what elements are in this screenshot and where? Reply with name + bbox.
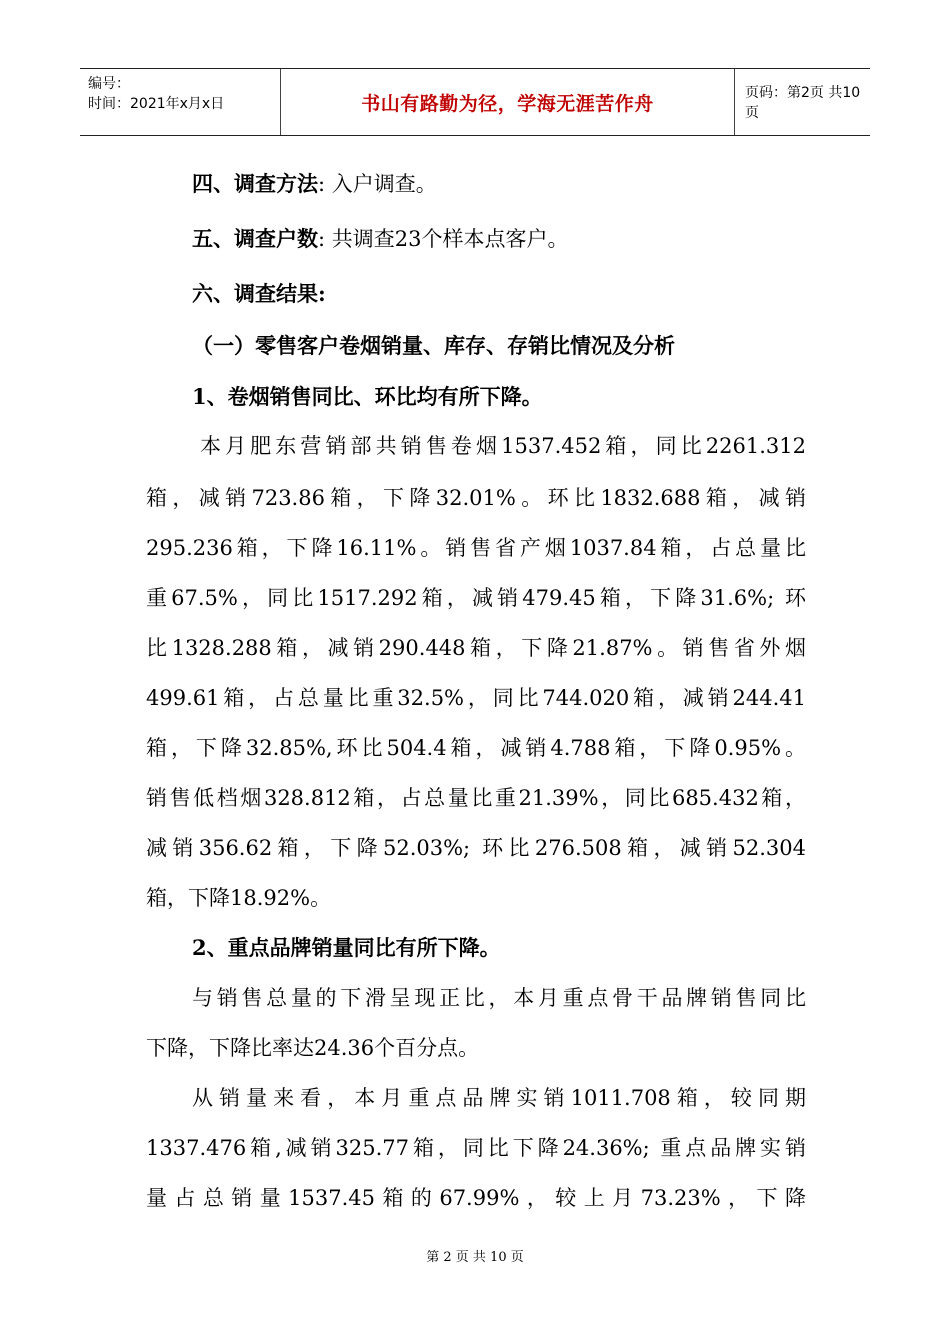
- paragraph-line: 比1328.288箱，减销290.448箱，下降21.87%。销售省外烟: [146, 636, 806, 660]
- header-page-cell: [735, 69, 870, 135]
- paragraph-line: 与销售总量的下滑呈现正比，本月重点骨干品牌销售同比: [192, 986, 806, 1010]
- paragraph-line: 重67.5%，同比1517.292箱，减销479.45箱，下降31.6%; 环: [146, 586, 806, 610]
- paragraph-line: 下降，下降比率达24.36个百分点。: [146, 1036, 480, 1060]
- document-number-label: 编号：: [88, 76, 130, 92]
- section-heading: 四、调查方法: [192, 171, 318, 196]
- point2-heading: 2、重点品牌销量同比有所下降。: [192, 935, 501, 960]
- paragraph-line: 1337.476箱,减销325.77箱，同比下降24.36%; 重点品牌实销: [146, 1136, 806, 1160]
- document-date-label: 时间：2021年x月x日: [88, 96, 225, 112]
- paragraph-line: 295.236箱，下降16.11%。销售省产烟1037.84箱，占总量比: [146, 536, 806, 560]
- paragraph-line: 本月肥东营销部共销售卷烟1537.452箱，同比2261.312: [200, 434, 806, 458]
- section-households: [192, 223, 568, 253]
- header-table: [80, 68, 870, 136]
- paragraph-line: 销售低档烟328.812箱，占总量比重21.39%，同比685.432箱，: [146, 786, 806, 810]
- subsection-heading: （一）零售客户卷烟销量、库存、存销比情况及分析: [192, 333, 675, 358]
- section-heading: 五、调查户数: [192, 226, 318, 251]
- section-text: : 共调查23个样本点客户。: [318, 227, 569, 251]
- section-method: [192, 168, 437, 198]
- header-page-info: 页码：第2页 共10页: [745, 85, 861, 121]
- paragraph-line: 量占总销量1537.45箱的67.99%，较上月73.23%，下降: [146, 1186, 806, 1210]
- header-motto-cell: [280, 69, 735, 135]
- paragraph-line: 箱，下降18.92%。: [146, 886, 332, 910]
- header-meta-cell: [80, 69, 280, 135]
- paragraph-line: 499.61箱，占总量比重32.5%，同比744.020箱，减销244.41: [146, 686, 806, 710]
- paragraph-line: 减销356.62箱，下降52.03%; 环比276.508箱，减销52.304: [146, 836, 806, 860]
- section-results-heading: 六、调查结果:: [192, 281, 326, 306]
- header-motto: 书山有路勤为径，学海无涯苦作舟: [361, 92, 654, 115]
- paragraph-line: 从销量来看，本月重点品牌实销1011.708箱，较同期: [192, 1086, 806, 1110]
- page-footer: 第 2 页 共 10 页: [426, 1250, 524, 1265]
- point1-heading: 1、卷烟销售同比、环比均有所下降。: [192, 384, 543, 409]
- paragraph-line: 箱，下降32.85%,环比504.4箱，减销4.788箱，下降0.95%。: [146, 736, 806, 760]
- paragraph-line: 箱，减销723.86箱，下降32.01%。环比1832.688箱，减销: [146, 486, 806, 510]
- section-text: : 入户调查。: [318, 172, 437, 196]
